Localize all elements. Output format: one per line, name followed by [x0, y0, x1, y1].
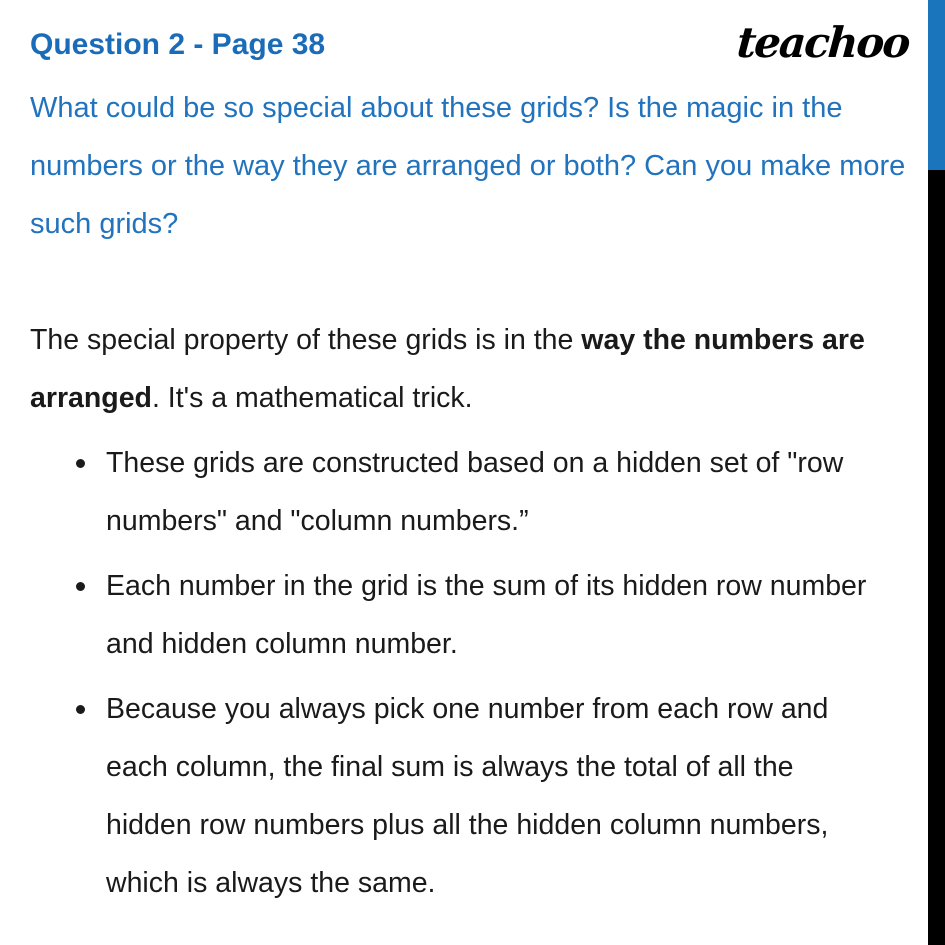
list-item [76, 557, 910, 673]
bullet-text: Because you always pick one number from each row and each column, the final sum is always the total of all the hidden row numbers plus all the hidden column numbers, which is always the same. [106, 693, 829, 899]
teachoo-logo: teachoo [734, 18, 910, 67]
answer-intro-bold: way the numbers are arranged [30, 324, 865, 414]
answer-bullet-list [30, 434, 910, 912]
list-item [76, 680, 910, 912]
bullet-icon [76, 582, 85, 591]
bullet-text: Each number in the grid is the sum of its hidden row number and hidden column number. [106, 570, 867, 660]
list-item [76, 434, 910, 550]
answer-intro-pre: The special property of these grids is in the [30, 324, 582, 356]
bullet-icon [76, 705, 85, 714]
header [30, 18, 910, 67]
question-text: What could be so special about these grids? Is the magic in the numbers or the way they are arranged or both? Can you make more such grids? [30, 92, 906, 240]
bullet-text: These grids are constructed based on a hidden set of "row numbers" and "column numbers.” [106, 447, 844, 537]
bullet-icon [76, 459, 85, 468]
answer-intro-post: . It's a mathematical trick. [151, 382, 473, 414]
page-title: Question 2 - Page 38 [30, 28, 326, 61]
answer-intro [30, 311, 910, 427]
